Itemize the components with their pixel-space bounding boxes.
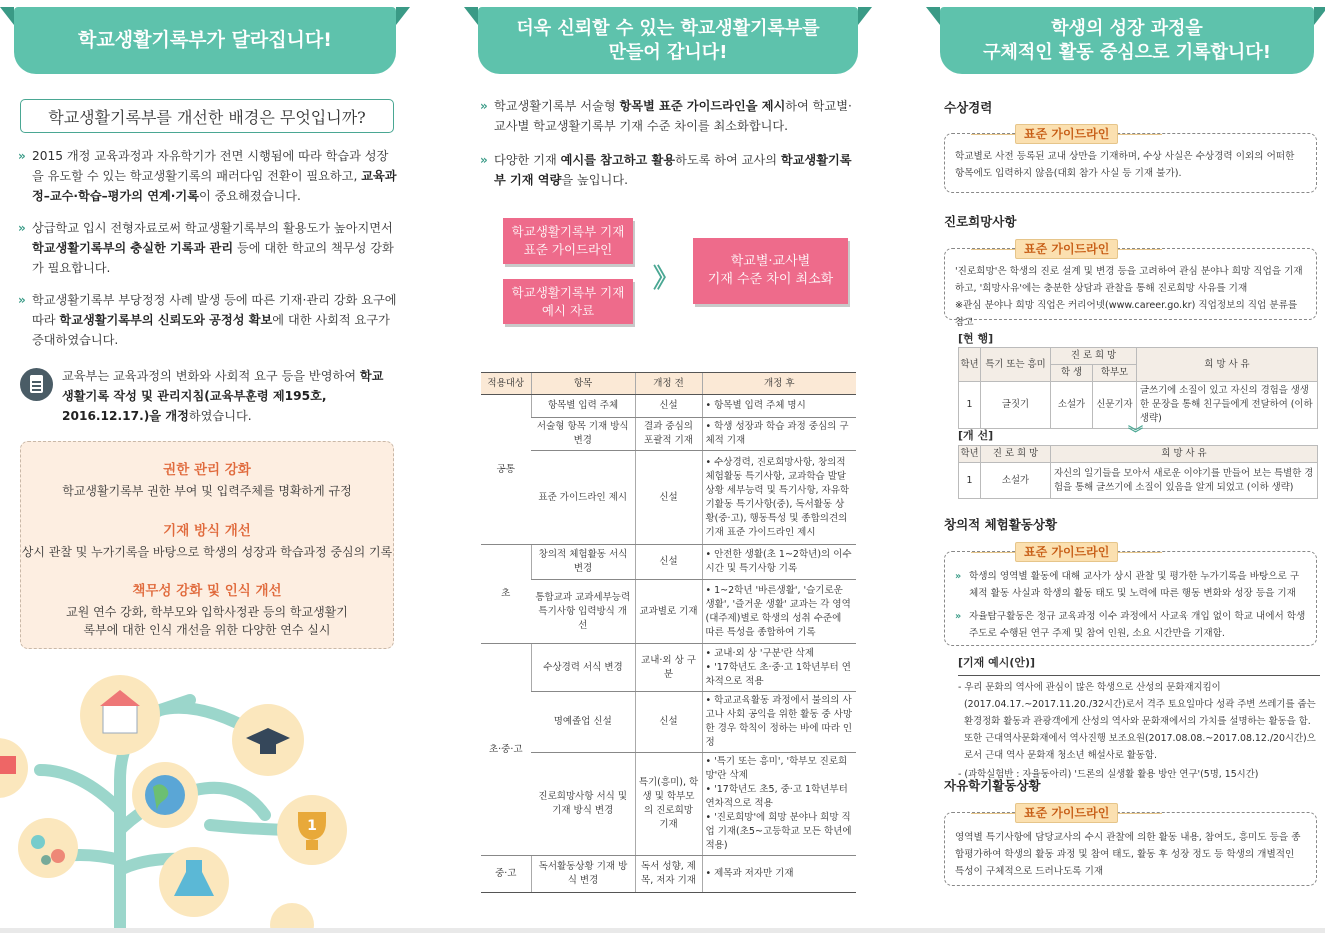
column-header: 개정 전 bbox=[635, 373, 702, 395]
table-row: 표준 가이드라인 제시 신설 • 수상경력, 진로희망사항, 창의적 체험활동 특기사항, 교과학습 발달상황 세부능력 및 특기사항, 자유학기활동 특기사항(중), 독서활동 상황(중·고), 행동특성 및 종합의견의 기재 표준 가이드라인 제시 bbox=[481, 451, 856, 545]
example-label: [기재 예시(안)] bbox=[958, 656, 1036, 669]
target-cell: 공통 bbox=[481, 395, 531, 545]
education-tree-illustration bbox=[0, 660, 410, 933]
example-tag: 학교생활기록부 기재 예시 자료 bbox=[503, 279, 633, 324]
table-row: 통합교과 교과세부능력 특기사항 입력방식 개선 교과별로 기재 • 1~2학년 '바른생활', '슬기로운 생활', '즐거운 생활' 교과는 각 영역(대주제)별로 학생의 성취 수준에 따른 특성을 종합하여 기록 bbox=[481, 580, 856, 644]
list-item: » 2015 개정 교육과정과 자유학기가 전면 시행됨에 따라 학습과 성장을 유도할 수 있는 학교생활기록의 패러다임 전환이 필요하고, 교육과정–교수·학습–평가의 연계·기록이 중요해졌습니다. bbox=[18, 146, 398, 206]
svg-text:1: 1 bbox=[307, 818, 317, 834]
guideline-tag: 표준 가이드라인 bbox=[1015, 542, 1118, 562]
awards-heading: 수상경력 bbox=[944, 100, 993, 115]
ministry-notice: 교육부는 교육과정의 변화와 사회적 요구 등을 반영하여 학교생활기록 작성 및 관리지침(교육부훈령 제195호, 2016.12.17.)을 개정하였습니다. bbox=[20, 366, 395, 426]
section-header-ribbon bbox=[14, 7, 396, 74]
summary-title: 기재 방식 개선 bbox=[163, 523, 251, 539]
list-item: » 학교생활기록부 부당정정 사례 발생 등에 따른 기재·관리 강화 요구에 따라 학교생활기록부의 신뢰도와 공정성 확보에 대한 사회적 요구가 증대하였습니다. bbox=[18, 290, 398, 350]
improved-label: [개 선] bbox=[958, 429, 994, 442]
column-background bbox=[458, 0, 868, 933]
column-background bbox=[920, 0, 1325, 933]
table-row: 초·중·고 수상경력 서식 변경 교내·외 상 구분 • 교내·외 상 '구분'란 삭제 • '17학년도 초·중·고 1학년부터 연차적으로 적용 bbox=[481, 644, 856, 692]
bullet-arrow-icon: » bbox=[955, 571, 962, 582]
section-header-ribbon bbox=[940, 7, 1314, 74]
guideline-tag: 표준 가이드라인 bbox=[1015, 124, 1118, 144]
creative-activity-heading: 창의적 체험활동상황 bbox=[944, 517, 1058, 532]
target-cell: 초·중·고 bbox=[481, 644, 531, 856]
column-header: 적용대상 bbox=[481, 373, 531, 395]
section-header-ribbon bbox=[478, 7, 858, 74]
summary-text: 학교생활기록부 권한 부여 및 입력주체를 명확하게 규정 bbox=[62, 484, 352, 498]
improved-career-table: 학년 진 로 희 망 희 망 사 유 1 소설가 자신의 일기들을 모아서 새로운 이야기를 만들어 보는 특별한 경험을 통해 글쓰기에 소질이 있음을 알게 되었고 (이하 생략) bbox=[958, 445, 1318, 499]
guideline-text: '진로희망'은 학생의 진로 설계 및 변경 등을 고려하여 관심 분야나 희망 직업을 기재하고, '희망사유'에는 충분한 상담과 관찰을 통해 진로희망 사유를 기재 bbox=[955, 266, 1303, 294]
table-header-row bbox=[481, 373, 856, 395]
free-semester-heading: 자유학기활동상황 bbox=[944, 778, 1041, 793]
career-heading: 진로희망사항 bbox=[944, 214, 1017, 229]
background-bullet-list bbox=[18, 146, 398, 362]
guideline-box bbox=[944, 127, 1317, 193]
section-header-title: 더욱 신뢰할 수 있는 학교생활기록부를 만들어 갑니다! bbox=[516, 18, 820, 63]
list-item: » 학생의 영역별 활동에 대해 교사가 상시 관찰 및 평가한 누가기록을 바탕으로 구체적 활동 사실과 학생의 활동 태도 및 노력에 따른 행동 변화와 성장 등을 기재 bbox=[955, 568, 1306, 602]
chevron-down-icon: 》 bbox=[1126, 424, 1145, 441]
target-cell: 초 bbox=[481, 545, 531, 644]
guideline-box bbox=[944, 545, 1317, 646]
column-background bbox=[0, 0, 410, 933]
guideline-text: 영역별 특기사항에 담당교사의 수시 관찰에 의한 활동 내용, 참여도, 흥미도 등을 종합평가하여 학생의 활동 과정 및 참여 태도, 활동 후 성장 정도 등 학생의 개별적인 특성이 구체적으로 드러나도록 기재 bbox=[955, 832, 1301, 877]
guideline-note: ※관심 분야나 희망 직업은 커리어넷(www.career.go.kr) 직업정보의 직업 분류를 참고 bbox=[955, 300, 1298, 328]
table-row: 진로희망사항 서식 및 기재 방식 변경 특기(흥미), 학생 및 학부모의 진로희망 기재 • '특기 또는 흥미', '학부모 진로희망'란 삭제 • '17학년도 초5, 중·고 1학년부터 연차적으로 적용 • '진로희망'에 희망 분야나 희망 직업 기재(초5~고등학교 모든 학년에 적용) bbox=[481, 753, 856, 856]
example-text: - 우리 문화의 역사에 관심이 많은 학생으로 산성의 문화재지킴이(2017.04.17.~2017.11.20./32시간)로서 격주 토요일마다 성곽 주변 쓰레기를 줍는 환경정화 활동과 관광객에게 산성의 역사와 문화재에서의 가치를 설명하는 활동을 함. 또한 근대역사문화재에서 역사진행 보조요원(2017.08.08.~2017.08.12./20시간)으로서 근대 역사 문화재 청소년 해설사로 활동함. - (과학실험반 : 자율동아리) '드론의 실생활 활용 방안 연구'(5명, 15시간) bbox=[958, 675, 1320, 785]
bullet-arrow-icon: » bbox=[18, 293, 26, 307]
result-tag: 학교별·교사별 기재 수준 차이 최소화 bbox=[693, 238, 848, 304]
column-header: 개정 후 bbox=[702, 373, 856, 395]
trust-bullet-list bbox=[480, 96, 860, 202]
section-header-title: 학생의 성장 과정을 구체적인 활동 중심으로 기록합니다! bbox=[983, 18, 1271, 63]
bullet-arrow-icon: » bbox=[480, 99, 488, 113]
bullet-arrow-icon: » bbox=[955, 611, 962, 622]
document-icon bbox=[20, 368, 53, 401]
section-header-title: 학교생활기록부가 달라집니다! bbox=[78, 29, 332, 52]
guideline-tag: 표준 가이드라인 bbox=[1015, 239, 1118, 259]
table-row: 중·고 독서활동상황 기재 방식 변경 독서 성향, 제목, 저자 기재 • 제목과 저자만 기재 bbox=[481, 856, 856, 893]
guideline-tag: 표준 가이드라인 bbox=[1015, 803, 1118, 823]
current-career-table: 학년 특기 또는 흥미 진 로 희 망 희 망 사 유 학 생 학부모 1 글짓기 소설가 신문기자 글쓰기에 소질이 있고 자신의 경험을 생생한 문장을 통해 친구들에게 전달하여 (이하 생략) bbox=[958, 347, 1318, 429]
revision-table bbox=[481, 372, 856, 893]
chevron-right-icon: 》 bbox=[653, 264, 680, 294]
page-bottom-border bbox=[0, 928, 1325, 933]
current-label: [현 행] bbox=[958, 332, 994, 345]
table-row: 1 글짓기 소설가 신문기자 글쓰기에 소질이 있고 자신의 경험을 생생한 문장을 통해 친구들에게 전달하여 (이하 생략) bbox=[959, 382, 1318, 429]
column-header: 항목 bbox=[531, 373, 635, 395]
table-row: 1 소설가 자신의 일기들을 모아서 새로운 이야기를 만들어 보는 특별한 경험을 통해 글쓰기에 소질이 있음을 알게 되었고 (이하 생략) bbox=[959, 463, 1318, 499]
question-text: 학교생활기록부를 개선한 배경은 무엇입니까? bbox=[48, 107, 366, 127]
table-row: 명예졸업 신설 신설 • 학교교육활동 과정에서 불의의 사고나 사회 공익을 위한 활동 중 사망한 경우 학칙이 정하는 바에 따라 인정 bbox=[481, 692, 856, 753]
guideline-text: 학교별로 사전 등록된 교내 상만을 기재하며, 수상 사실은 수상경력 이외의 어떠한 항목에도 입력하지 않음(대회 참가 사실 등 기재 불가). bbox=[955, 151, 1295, 179]
guideline-box bbox=[944, 806, 1317, 886]
table-row: 초 창의적 체험활동 서식 변경 신설 • 안전한 생활(초 1~2학년)의 이수 시간 및 특기사항 기록 bbox=[481, 545, 856, 580]
bullet-arrow-icon: » bbox=[18, 221, 26, 235]
list-item: » 자율탐구활동은 정규 교육과정 이수 과정에서 사교육 개입 없이 학교 내에서 학생 주도로 수행된 연구 주제 및 참여 인원, 소요 시간만을 기재함. bbox=[955, 608, 1306, 642]
summary-text: 상시 관찰 및 누가기록을 바탕으로 학생의 성장과 학습과정 중심의 기록 bbox=[21, 545, 393, 559]
list-item: » 상급학교 입시 전형자료로써 학교생활기록부의 활용도가 높아지면서 학교생활기록부의 충실한 기록과 관리 등에 대한 학교의 책무성 강화가 필요합니다. bbox=[18, 218, 398, 278]
guideline-box bbox=[944, 242, 1317, 328]
bullet-arrow-icon: » bbox=[18, 149, 26, 163]
table-row: 공통 항목별 입력 주체 신설 • 항목별 입력 주체 명시 bbox=[481, 395, 856, 418]
bullet-arrow-icon: » bbox=[480, 153, 488, 167]
summary-title: 권한 관리 강화 bbox=[163, 462, 251, 478]
improvement-summary-box bbox=[20, 441, 394, 649]
target-cell: 중·고 bbox=[481, 856, 531, 893]
list-item: » 학교생활기록부 서술형 항목별 표준 가이드라인을 제시하여 학교별·교사별 학교생활기록부 기재 수준 차이를 최소화합니다. bbox=[480, 96, 860, 136]
table-row: 서술형 항목 기재 방식 변경 결과 중심의 포괄적 기재 • 학생 성장과 학습 과정 중심의 구체적 기재 bbox=[481, 418, 856, 451]
summary-title: 책무성 강화 및 인식 개선 bbox=[132, 583, 282, 599]
list-item: » 다양한 기재 예시를 참고하고 활용하도록 하여 교사의 학교생활기록부 기재 역량을 높입니다. bbox=[480, 150, 860, 190]
question-box bbox=[20, 99, 394, 133]
summary-text: 교원 연수 강화, 학부모와 입학사정관 등의 학교생활기록부에 대한 인식 개선을 위한 다양한 연수 실시 bbox=[66, 605, 348, 637]
molecule-icon bbox=[18, 818, 78, 878]
guideline-tag: 학교생활기록부 기재 표준 가이드라인 bbox=[503, 218, 633, 264]
